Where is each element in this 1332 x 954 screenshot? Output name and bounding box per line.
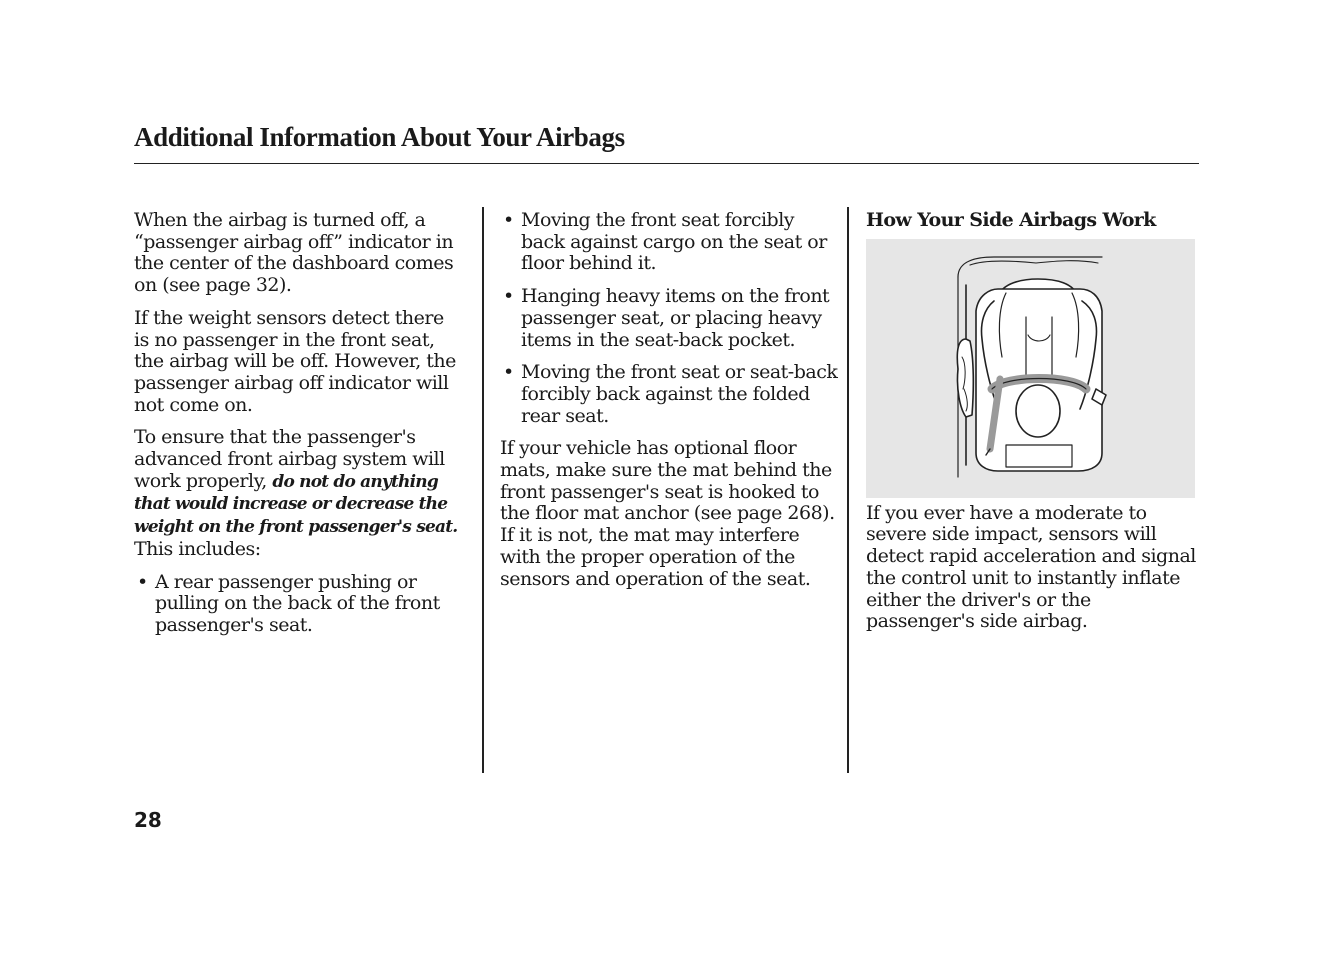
bullet-icon: •: [503, 285, 514, 308]
list-item: [500, 210, 840, 275]
page-title: Additional Information About Your Airbags: [134, 122, 625, 152]
bullet-icon: •: [503, 361, 514, 384]
bullet-icon: •: [503, 209, 514, 231]
bullet-icon: •: [137, 570, 148, 593]
paragraph-floor-mats: If your vehicle has optional floor mats, make sure the mat behind the front passenger's seat is hooked to the floor mat anchor (see page 268). If it is not, the mat may interfere with the proper operation of the sensors and operation of the seat.: [500, 437, 835, 590]
list-item-text: A rear passenger pushing or pulling on the back of the front passenger's seat.: [155, 570, 440, 636]
column-3: [866, 210, 1202, 644]
list-item: [134, 572, 459, 637]
column-divider-1: [482, 207, 484, 773]
title-divider: [134, 163, 1199, 164]
list-item: [500, 286, 840, 351]
list-item-text: Moving the front seat forcibly back against cargo on the seat or floor behind it.: [521, 209, 827, 275]
paragraph-ensure-start: To ensure that the passenger's advanced front airbag system will work properly,: [134, 426, 445, 492]
page-number: 28: [134, 808, 162, 832]
list-item-text: Hanging heavy items on the front passenger seat, or placing heavy items in the seat-back pocket.: [521, 285, 830, 351]
column-divider-2: [847, 207, 849, 773]
paragraph-ensure-proper: [134, 427, 459, 560]
column-1: [134, 210, 459, 648]
warning-emphasis: do not do anything that would increase or decrease the weight on the front passenger's seat.: [134, 471, 458, 538]
paragraph-weight-sensors: If the weight sensors detect there is no passenger in the front seat, the airbag will be off. However, the passenger airbag off indicator will not come on.: [134, 306, 456, 416]
paragraph-airbag-off: When the airbag is turned off, a “passenger airbag off” indicator in the center of the dashboard comes on (see page 32).: [134, 209, 454, 297]
list-item: [500, 362, 840, 427]
list-item-text: Moving the front seat or seat-back forcibly back against the folded rear seat.: [521, 361, 838, 427]
driver-side-airbag-illustration: [866, 239, 1195, 498]
column-2: [500, 210, 840, 601]
paragraph-side-impact: If you ever have a moderate to severe side impact, sensors will detect rapid acceleration and signal the control unit to instantly inflate either the driver's or the passenger's side airbag.: [866, 501, 1196, 633]
section-heading: How Your Side Airbags Work: [866, 209, 1156, 231]
paragraph-ensure-end: This includes:: [134, 537, 261, 560]
